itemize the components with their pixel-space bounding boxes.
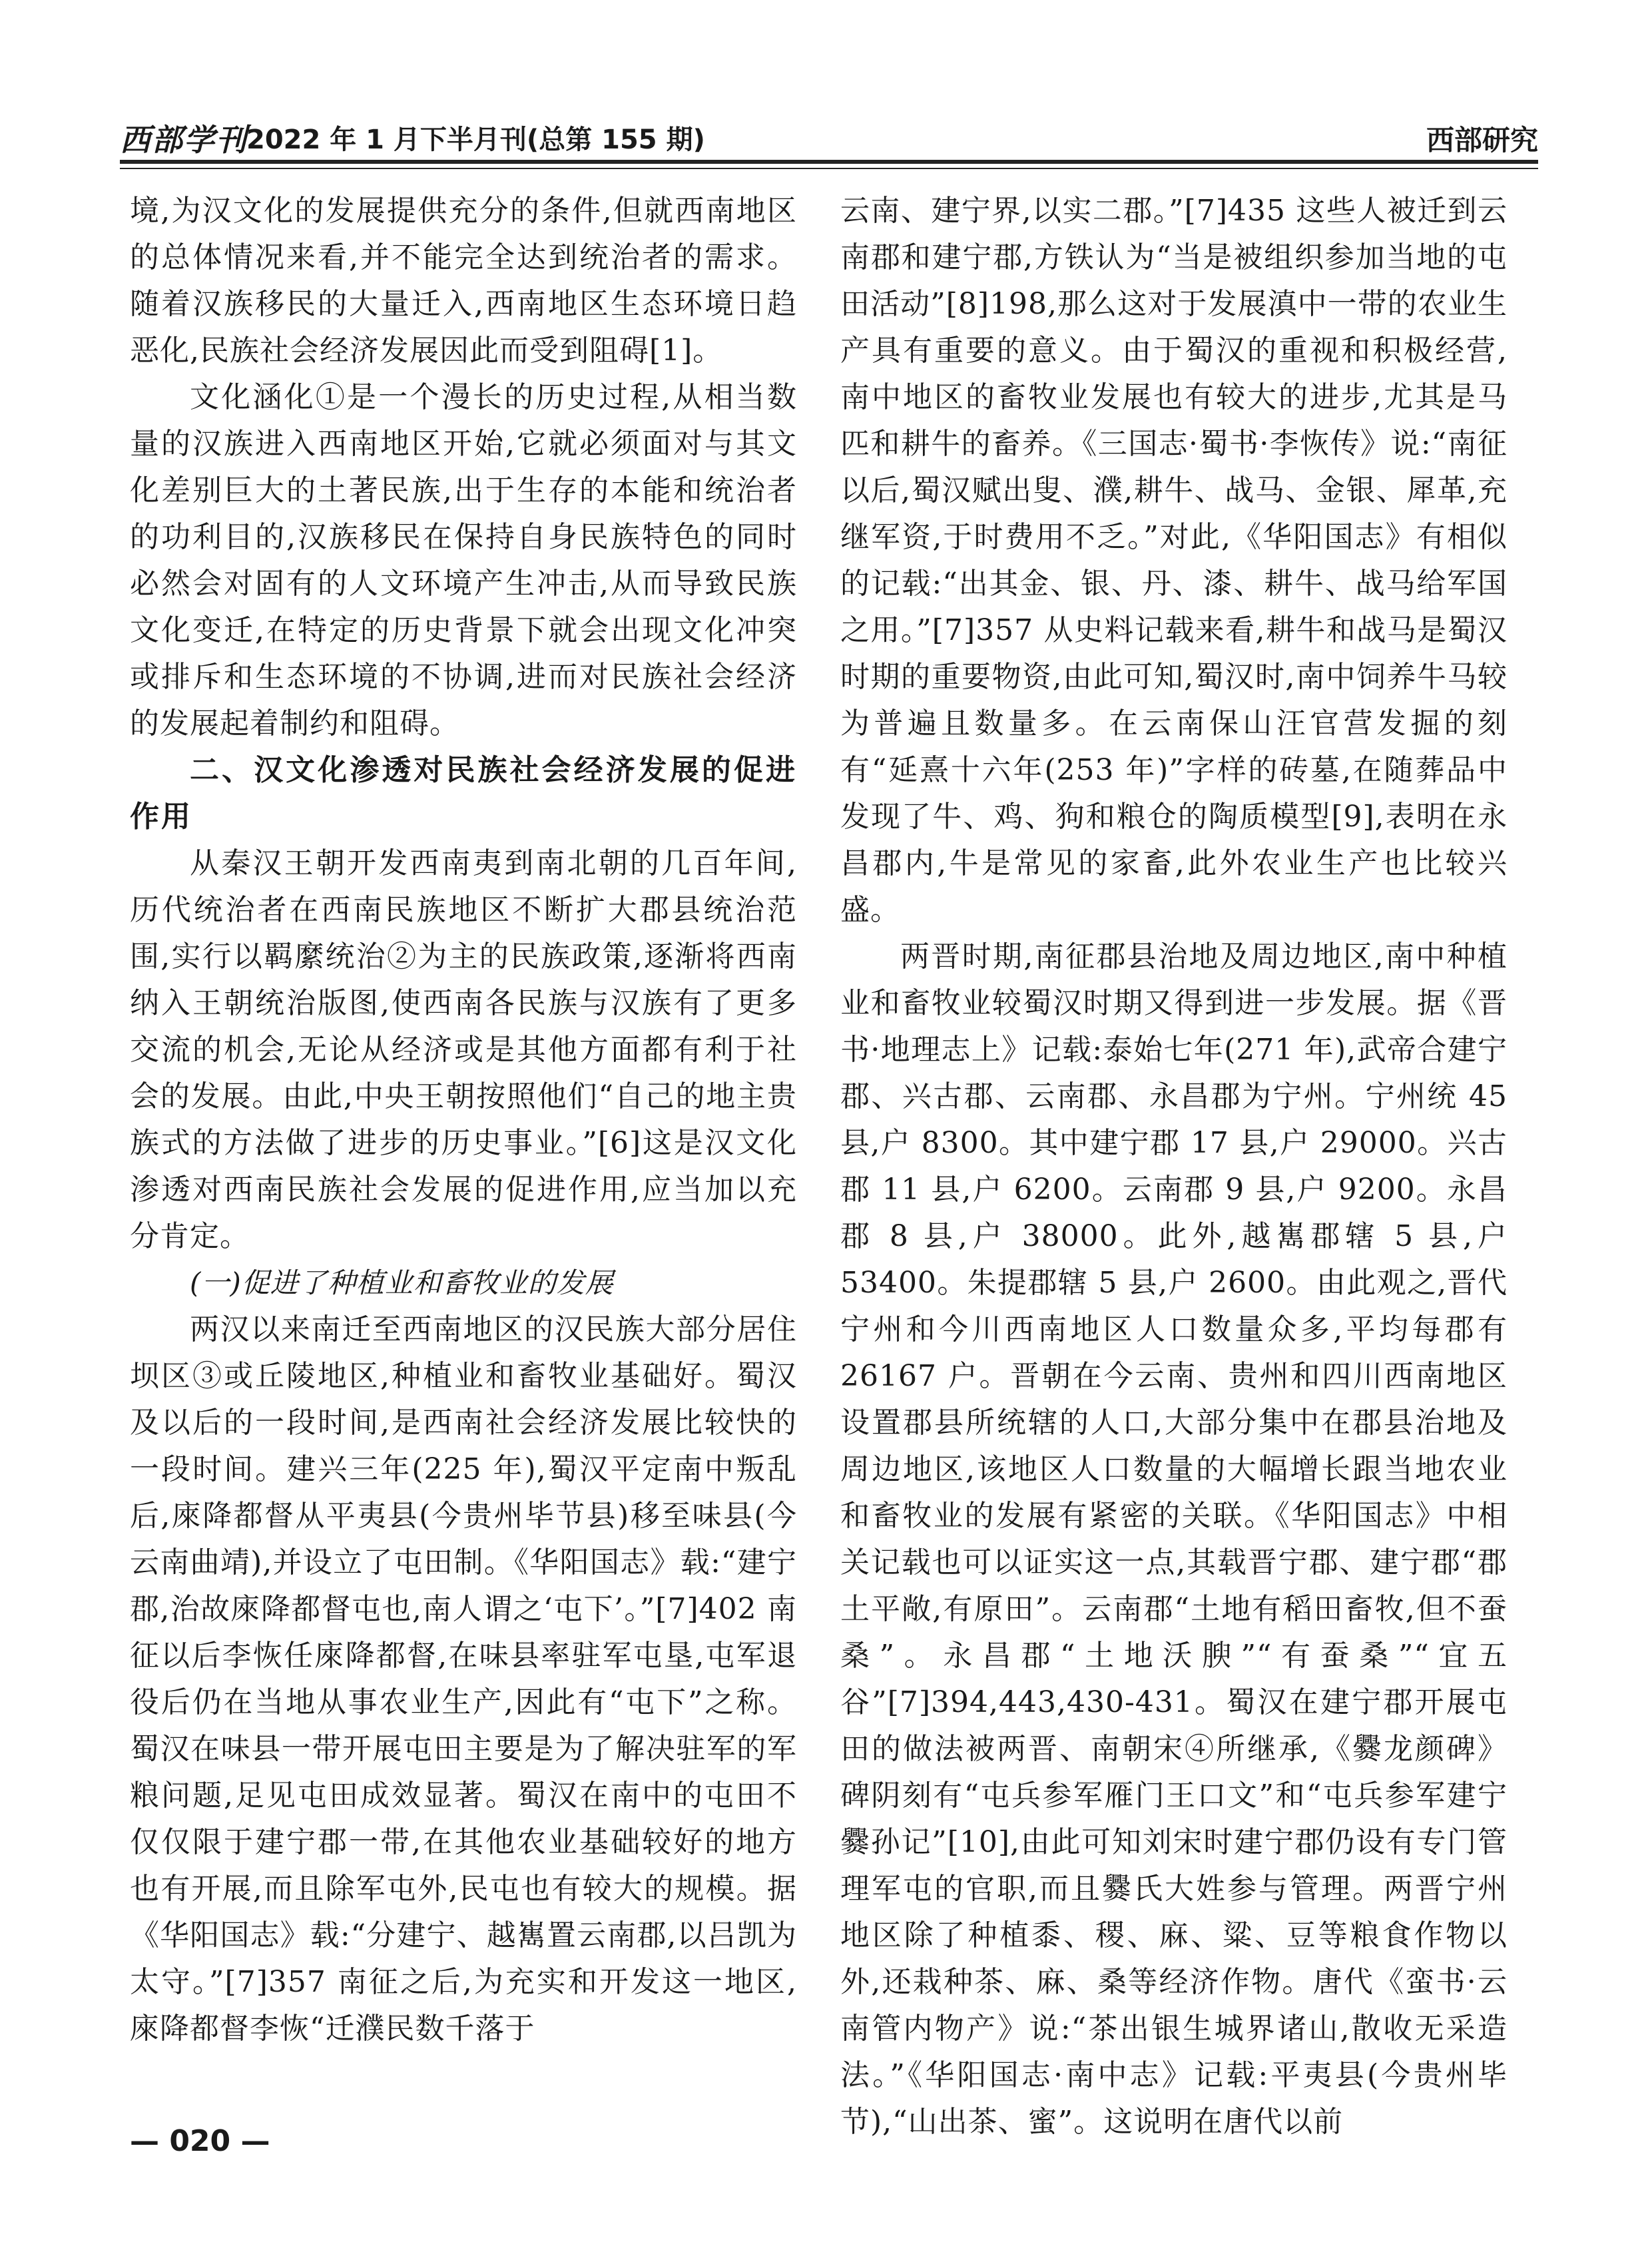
section-name: 西部研究 bbox=[1426, 124, 1538, 156]
paragraph: 从秦汉王朝开发西南夷到南北朝的几百年间,历代统治者在西南民族地区不断扩大郡县统治范围,实行以羁縻统治②为主的民族政策,逐渐将西南纳入王朝统治版图,使西南各民族与汉族有了更多交流的机会,无论从经济或是其他方面都有利于社会的发展。由此,中央王朝按照他们“自己的地主贵族式的方法做了进步的历史事业。”[6]这是汉文化渗透对西南民族社会发展的促进作用,应当加以充分肯定。 bbox=[130, 846, 797, 1253]
page-number: — 020 — bbox=[130, 2124, 270, 2158]
section-heading: 二、汉文化渗透对民族社会经济发展的促进作用 bbox=[130, 753, 797, 834]
right-column bbox=[840, 188, 1508, 2145]
page-header bbox=[120, 112, 1538, 158]
paragraph: 两晋时期,南征郡县治地及周边地区,南中种植业和畜牧业较蜀汉时期又得到进一步发展。据《晋书·地理志上》记载:泰始七年(271 年),武帝合建宁郡、兴古郡、云南郡、永昌郡为宁州。宁州统 45 县,户 8300。其中建宁郡 17 县,户 29000。兴古郡 11 县,户 6200。云南郡 9 县,户 9200。永昌郡 8 县,户 38000。此外,越嶲郡辖 5 县,户 53400。朱提郡辖 5 县,户 2600。由此观之,晋代宁州和今川西南地区人口数量众多,平均每郡有 26167 户。晋朝在今云南、贵州和四川西南地区设置郡县所统辖的人口,大部分集中在郡县治地及周边地区,该地区人口数量的大幅增长跟当地农业和畜牧业的发展有紧密的关联。《华阳国志》中相关记载也可以证实这一点,其载晋宁郡、建宁郡“郡土平敞,有原田”。云南郡“土地有稻田畜牧,但不蚕桑”。永昌郡“土地沃腴”“有蚕桑”“宜五谷”[7]394,443,430-431。蜀汉在建宁郡开展屯田的做法被两晋、南朝宋④所继承,《爨龙颜碑》碑阴刻有“屯兵参军雁门王口文”和“屯兵参军建宁爨孙记”[10],由此可知刘宋时建宁郡仍设有专门管理军屯的官职,而且爨氏大姓参与管理。两晋宁州地区除了种植黍、稷、麻、粱、豆等粮食作物以外,还栽种茶、麻、桑等经济作物。唐代《蛮书·云南管内物产》说:“茶出银生城界诸山,散收无采造法。”《华阳国志·南中志》记载:平夷县(今贵州毕节),“山出茶、蜜”。这说明在唐代以前 bbox=[840, 940, 1508, 2139]
journal-name: 西部学刊 bbox=[120, 122, 248, 158]
paragraph: 境,为汉文化的发展提供充分的条件,但就西南地区的总体情况来看,并不能完全达到统治者的需求。随着汉族移民的大量迁入,西南地区生态环境日趋恶化,民族社会经济发展因此而受到阻碍[1]。 bbox=[130, 194, 798, 368]
paragraph: 云南、建宁界,以实二郡。”[7]435 这些人被迁到云南郡和建宁郡,方铁认为“当是被组织参加当地的屯田活动”[8]198,那么这对于发展滇中一带的农业生产具有重要的意义。由于蜀汉的重视和积极经营,南中地区的畜牧业发展也有较大的进步,尤其是马匹和耕牛的畜养。《三国志·蜀书·李恢传》说:“南征以后,蜀汉赋出叟、濮,耕牛、战马、金银、犀革,充继军资,于时费用不乏。”对此,《华阳国志》有相似的记载:“出其金、银、丹、漆、耕牛、战马给军国之用。”[7]357 从史料记载来看,耕牛和战马是蜀汉时期的重要物资,由此可知,蜀汉时,南中饲养牛马较为普遍且数量多。在云南保山汪官营发掘的刻有“延熹十六年(253 年)”字样的砖墓,在随葬品中发现了牛、鸡、狗和粮仓的陶质模型[9],表明在永昌郡内,牛是常见的家畜,此外农业生产也比较兴盛。 bbox=[840, 194, 1508, 927]
left-column bbox=[130, 188, 797, 2052]
paragraph: 文化涵化①是一个漫长的历史过程,从相当数量的汉族进入西南地区开始,它就必须面对与其文化差别巨大的土著民族,出于生存的本能和统治者的功利目的,汉族移民在保持自身民族特色的同时必然会对固有的人文环境产生冲击,从而导致民族文化变迁,在特定的历史背景下就会出现文化冲突或排斥和生态环境的不协调,进而对民族社会经济的发展起着制约和阻碍。 bbox=[130, 380, 798, 740]
header-rule-thin bbox=[120, 168, 1538, 169]
header-rule bbox=[120, 160, 1538, 164]
subsection-heading: (一)促进了种植业和畜牧业的发展 bbox=[190, 1266, 614, 1299]
paragraph: 两汉以来南迁至西南地区的汉民族大部分居住坝区③或丘陵地区,种植业和畜牧业基础好。蜀汉及以后的一段时间,是西南社会经济发展比较快的一段时间。建兴三年(225 年),蜀汉平定南中叛乱后,庲降都督从平夷县(今贵州毕节县)移至味县(今云南曲靖),并设立了屯田制。《华阳国志》载:“建宁郡,治故庲降都督屯也,南人谓之‘屯下’。”[7]402 南征以后李恢任庲降都督,在味县率驻军屯垦,屯军退役后仍在当地从事农业生产,因此有“屯下”之称。蜀汉在味县一带开展屯田主要是为了解决驻军的军粮问题,足见屯田成效显著。蜀汉在南中的屯田不仅仅限于建宁郡一带,在其他农业基础较好的地方也有开展,而且除军屯外,民屯也有较大的规模。据《华阳国志》载:“分建宁、越嶲置云南郡,以吕凯为太守。”[7]357 南征之后,为充实和开发这一地区,庲降都督李恢“迁濮民数千落于 bbox=[130, 1312, 797, 2046]
issue-info: 2022 年 1 月下半月刊(总第 155 期) bbox=[246, 125, 705, 155]
